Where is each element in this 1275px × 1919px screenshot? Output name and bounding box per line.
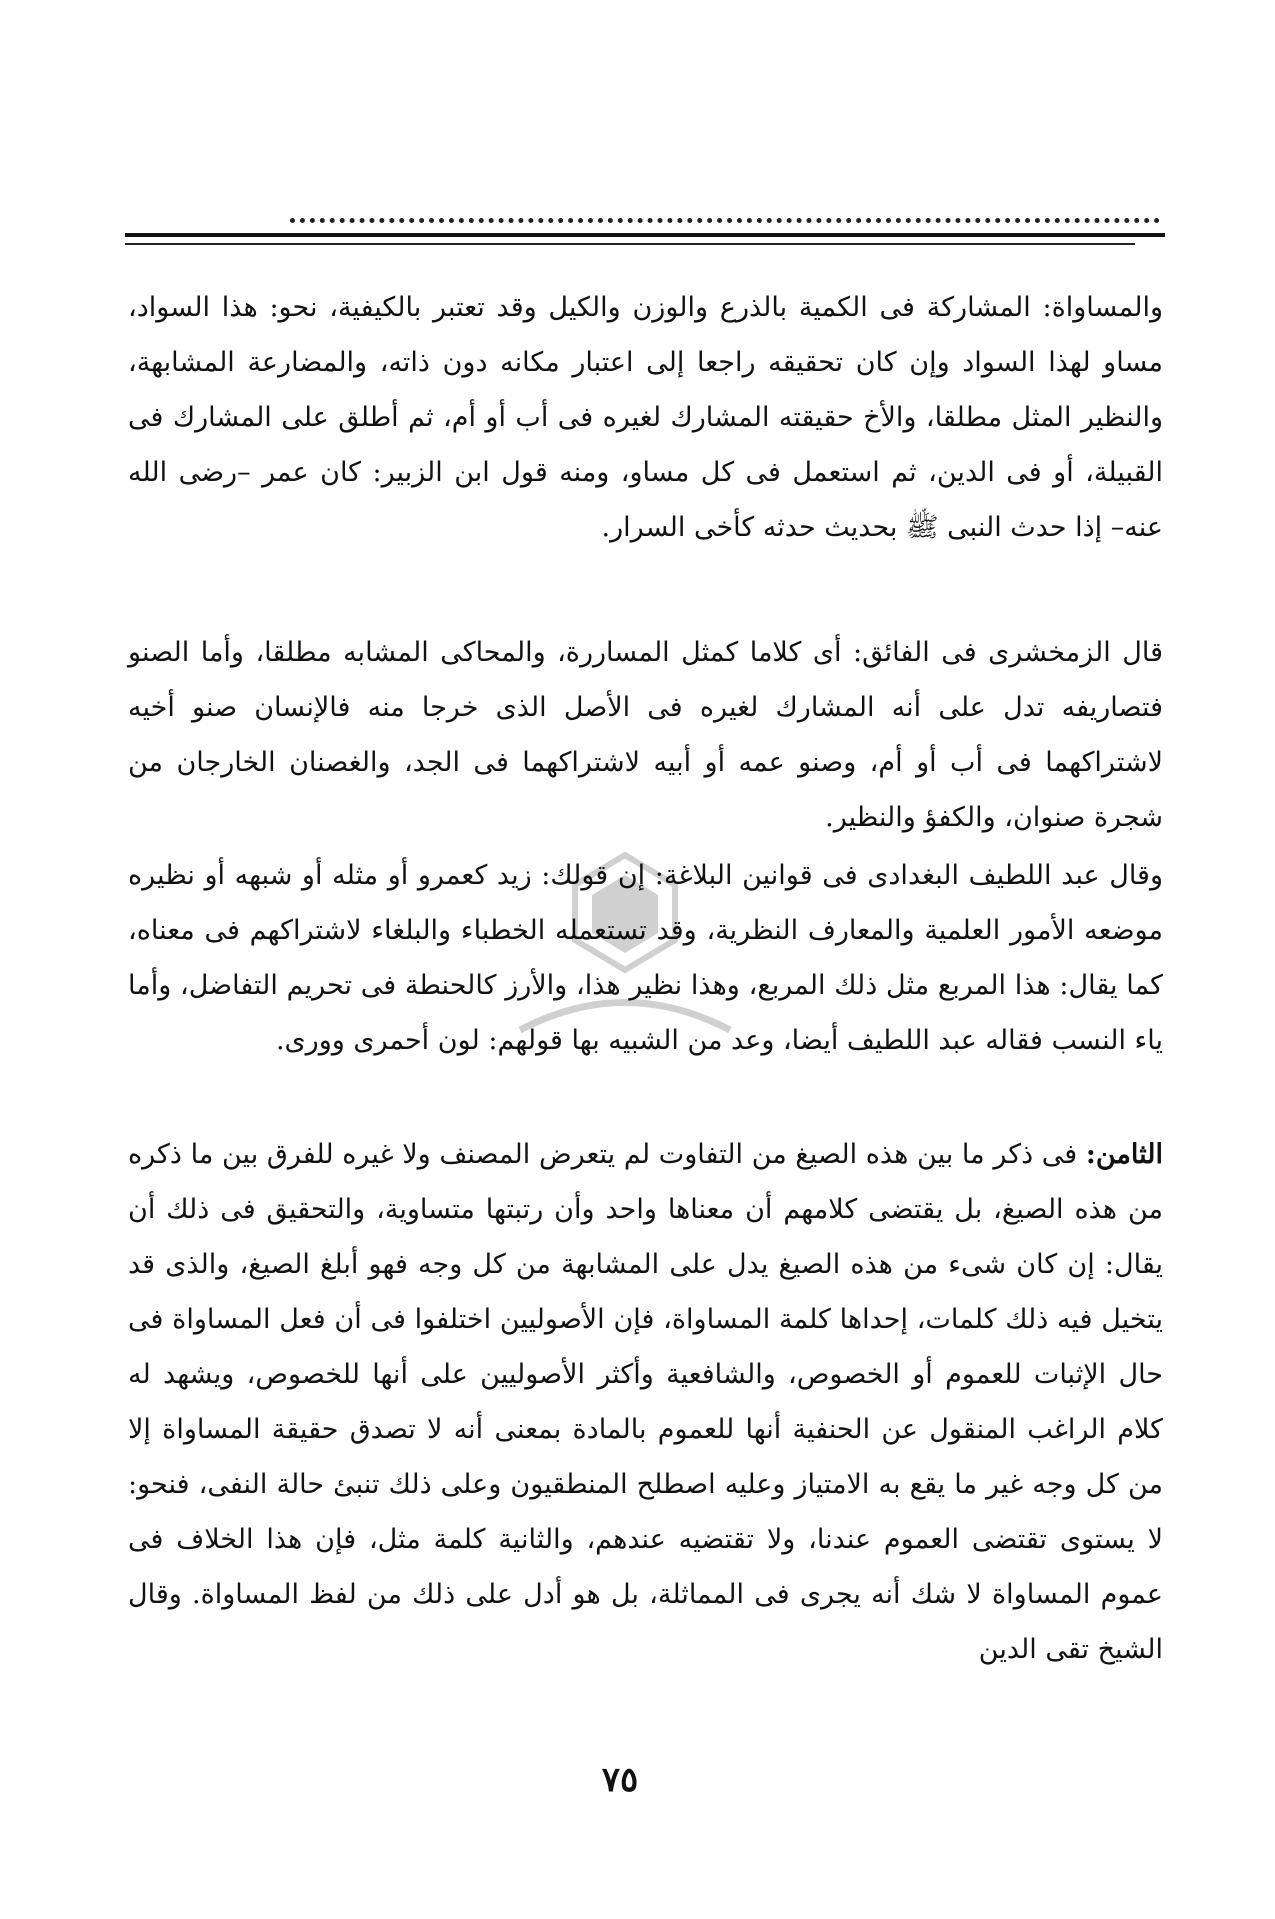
section-heading: الثامن:	[1085, 1139, 1163, 1170]
section-text: فى ذكر ما بين هذه الصيغ من التفاوت لم يتعرض المصنف ولا غيره للفرق بين ما ذكره من هذه الصيغ، بل يقتضى كلامهم أن معناها واحد وأن رتبتها متساوية، والتحقيق فى ذلك أن يقال: إن كان شىء من هذه الصيغ يدل على المشابهة من كل وجه فهو أبلغ الصيغ، والذى قد يتخيل فيه ذلك كلمات، إحداها كلمة المساواة، فإن الأصوليين اختلفوا فى أن فعل المساواة فى حال الإثبات للعموم أو الخصوص، والشافعية وأكثر الأصوليين على أنها للخصوص، ويشهد له كلام الراغب المنقول عن الحنفية أنها للعموم بالمادة بمعنى أنه لا تصدق حقيقة المساواة إلا من كل وجه غير ما يقع به الامتياز وعليه اصطلح المنطقيون وعلى ذلك تنبئ حالة النفى، فنحو: لا يستوى تقتضى العموم عندنا، ولا تقتضيه عندهم، والثانية كلمة مثل، فإن هذا الخلاف فى عموم المساواة لا شك أنه يجرى فى المماثلة، بل هو أدل على ذلك من لفظ المساواة. وقال الشيخ تقى الدين	[128, 1139, 1163, 1665]
header-thin-rule	[125, 243, 1135, 245]
header-thick-rule	[125, 233, 1165, 237]
paragraph-1	[128, 280, 1163, 555]
paragraph-text: قال الزمخشرى فى الفائق: أى كلاما كمثل المساررة، والمحاكى المشابه مطلقا، وأما الصنو فتصاريفه تدل على أنه المشارك لغيره فى الأصل الذى خرجا منه فالإنسان صنو أخيه لاشتراكهما فى أب أو أم، وصنو عمه أو أبيه لاشتراكهما فى الجد، والغصنان الخارجان من شجرة صنوان، والكفؤ والنظير.	[128, 637, 1163, 833]
paragraph-text: وقال عبد اللطيف البغدادى فى قوانين البلاغة: إن قولك: زيد كعمرو أو مثله أو شبهه أو نظيره موضعه الأمور العلمية والمعارف النظرية، وقد تستعمله الخطباء والبلغاء لاشتراكهم فى معناه، كما يقال: هذا المربع مثل ذلك المربع، وهذا نظير هذا، والأرز كالحنطة فى تحريم التفاضل، وأما ياء النسب فقاله عبد اللطيف أيضا، وعد من الشبيه بها قولهم: لون أحمرى وورى.	[128, 860, 1163, 1056]
section-paragraph	[128, 1127, 1163, 1677]
section-eighth	[128, 1127, 1163, 1677]
paragraph-text: والمساواة: المشاركة فى الكمية بالذرع والوزن والكيل وقد تعتبر بالكيفية، نحو: هذا السواد، مساو لهذا السواد وإن كان تحقيقه راجعا إلى اعتبار مكانه دون ذاته، والمضارعة المشابهة، والنظير المثل مطلقا، والأخ حقيقته المشارك لغيره فى أب أو أم، ثم أطلق على المشارك فى القبيلة، أو فى الدين، ثم استعمل فى كل مساو، ومنه قول ابن الزبير: كان عمر –رضى الله عنه– إذا حدث النبى ﷺ بحديث حدثه كأخى السرار.	[128, 292, 1163, 543]
paragraph-3	[128, 848, 1163, 1068]
header-dotted-rule	[290, 218, 1160, 223]
page-number: ٧٥	[601, 1760, 639, 1800]
paragraph-2	[128, 625, 1163, 845]
